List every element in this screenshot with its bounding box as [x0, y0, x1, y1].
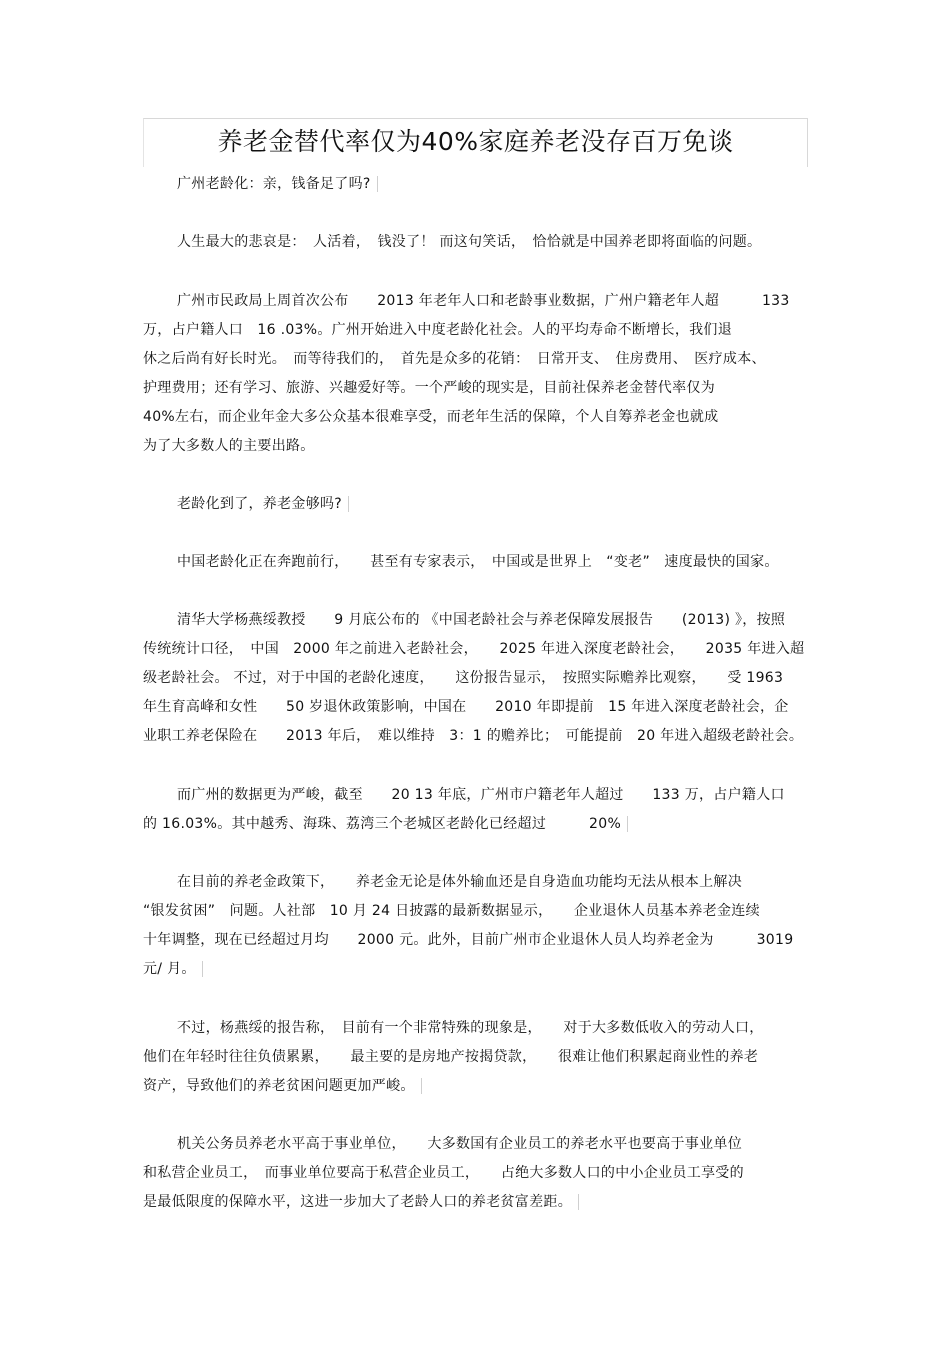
paragraph-line: 不过，杨燕绥的报告称， 目前有一个非常特殊的现象是， 对于大多数低收入的劳动人口，: [177, 1020, 764, 1036]
paragraph-line: “银发贫困” 问题。人社部 10 月 24 日披露的最新数据显示， 企业退休人员基本养老金连续: [143, 903, 760, 919]
paragraph-line: 机关公务员养老水平高于事业单位， 大多数国有企业员工的养老水平也要高于事业单位: [177, 1136, 742, 1152]
paragraph-line: 传统统计口径， 中国 2000 年之前进入老龄社会， 2025 年进入深度老龄社会， 2035 年进入超: [143, 641, 805, 657]
paragraph-line: 的 16.03%。其中越秀、海珠、荔湾三个老城区老龄化已经超过 20%: [143, 816, 628, 832]
paragraph-line: 资产，导致他们的养老贫困问题更加严峻。: [143, 1078, 422, 1094]
paragraph-line: 40%左右，而企业年金大多公众基本很难享受，而老年生活的保障，个人自筹养老金也就成: [143, 409, 719, 425]
paragraph-line: 休之后尚有好长时光。 而等待我们的， 首先是众多的花销： 日常开支、 住房费用、 医疗成本、: [143, 351, 766, 367]
paragraph-line: 他们在年轻时往往负债累累， 最主要的是房地产按揭贷款， 很难让他们积累起商业性的养老: [143, 1049, 759, 1065]
paragraph-2: [143, 228, 805, 257]
paragraph-line: 广州市民政局上周首次公布 2013 年老年人口和老龄事业数据，广州户籍老年人超 133: [177, 293, 790, 309]
paragraph-6: [143, 606, 805, 751]
paragraph-8: [143, 868, 805, 984]
paragraph-7: [143, 781, 805, 839]
paragraph-line: 而广州的数据更为严峻，截至 20 13 年底，广州市户籍老年人超过 133 万，占户籍人口: [177, 787, 785, 803]
paragraph-line: 元/ 月。: [143, 961, 203, 977]
page-title: 养老金替代率仅为40%家庭养老没存百万免谈: [217, 127, 734, 156]
paragraph-line: 万，占户籍人口 16 .03%。广州开始进入中度老龄化社会。人的平均寿命不断增长，我们退: [143, 322, 733, 338]
paragraph-line: 和私营企业员工， 而事业单位要高于私营企业员工， 占绝大多数人口的中小企业员工享受的: [143, 1165, 744, 1181]
paragraph-line: 人生最大的悲哀是： 人活着， 钱没了！ 而这句笑话， 恰恰就是中国养老即将面临的问题。: [177, 234, 762, 250]
subtitle-paragraph: [143, 170, 805, 199]
paragraph-line: 清华大学杨燕绥教授 9 月底公布的 《中国老龄社会与养老保障发展报告 (2013) 》，按照: [177, 612, 786, 628]
paragraph-10: [143, 1130, 805, 1217]
paragraph-line: 级老龄社会。 不过，对于中国的老龄化速度， 这份报告显示， 按照实际赡养比观察， 受 1963: [143, 670, 784, 686]
paragraph-line: 十年调整，现在已经超过月均 2000 元。此外，目前广州市企业退休人员人均养老金为 3019: [143, 932, 794, 948]
title-box: [143, 118, 808, 167]
paragraph-line: 中国老龄化正在奔跑前行， 甚至有专家表示， 中国或是世界上 “变老” 速度最快的国家。: [177, 554, 779, 570]
paragraph-line: 护理费用；还有学习、旅游、兴趣爱好等。一个严峻的现实是，目前社保养老金替代率仅为: [143, 380, 715, 396]
section-heading-paragraph: [143, 490, 805, 519]
section-heading: 老龄化到了，养老金够吗?: [177, 496, 349, 512]
subtitle-line: 广州老龄化：亲，钱备足了吗?: [177, 176, 378, 192]
paragraph-line: 业职工养老保险在 2013 年后， 难以维持 3：1 的赡养比； 可能提前 20 年进入超级老龄社会。: [143, 728, 804, 744]
paragraph-line: 在目前的养老金政策下， 养老金无论是体外输血还是自身造血功能均无法从根本上解决: [177, 874, 742, 890]
paragraph-9: [143, 1014, 805, 1101]
paragraph-line: 为了大多数人的主要出路。: [143, 438, 315, 454]
paragraph-line: 年生育高峰和女性 50 岁退休政策影响，中国在 2010 年即提前 15 年进入深度老龄社会，企: [143, 699, 789, 715]
paragraph-5: [143, 548, 805, 577]
paragraph-line: 是最低限度的保障水平，这进一步加大了老龄人口的养老贫富差距。: [143, 1194, 579, 1210]
paragraph-3: [143, 287, 805, 461]
